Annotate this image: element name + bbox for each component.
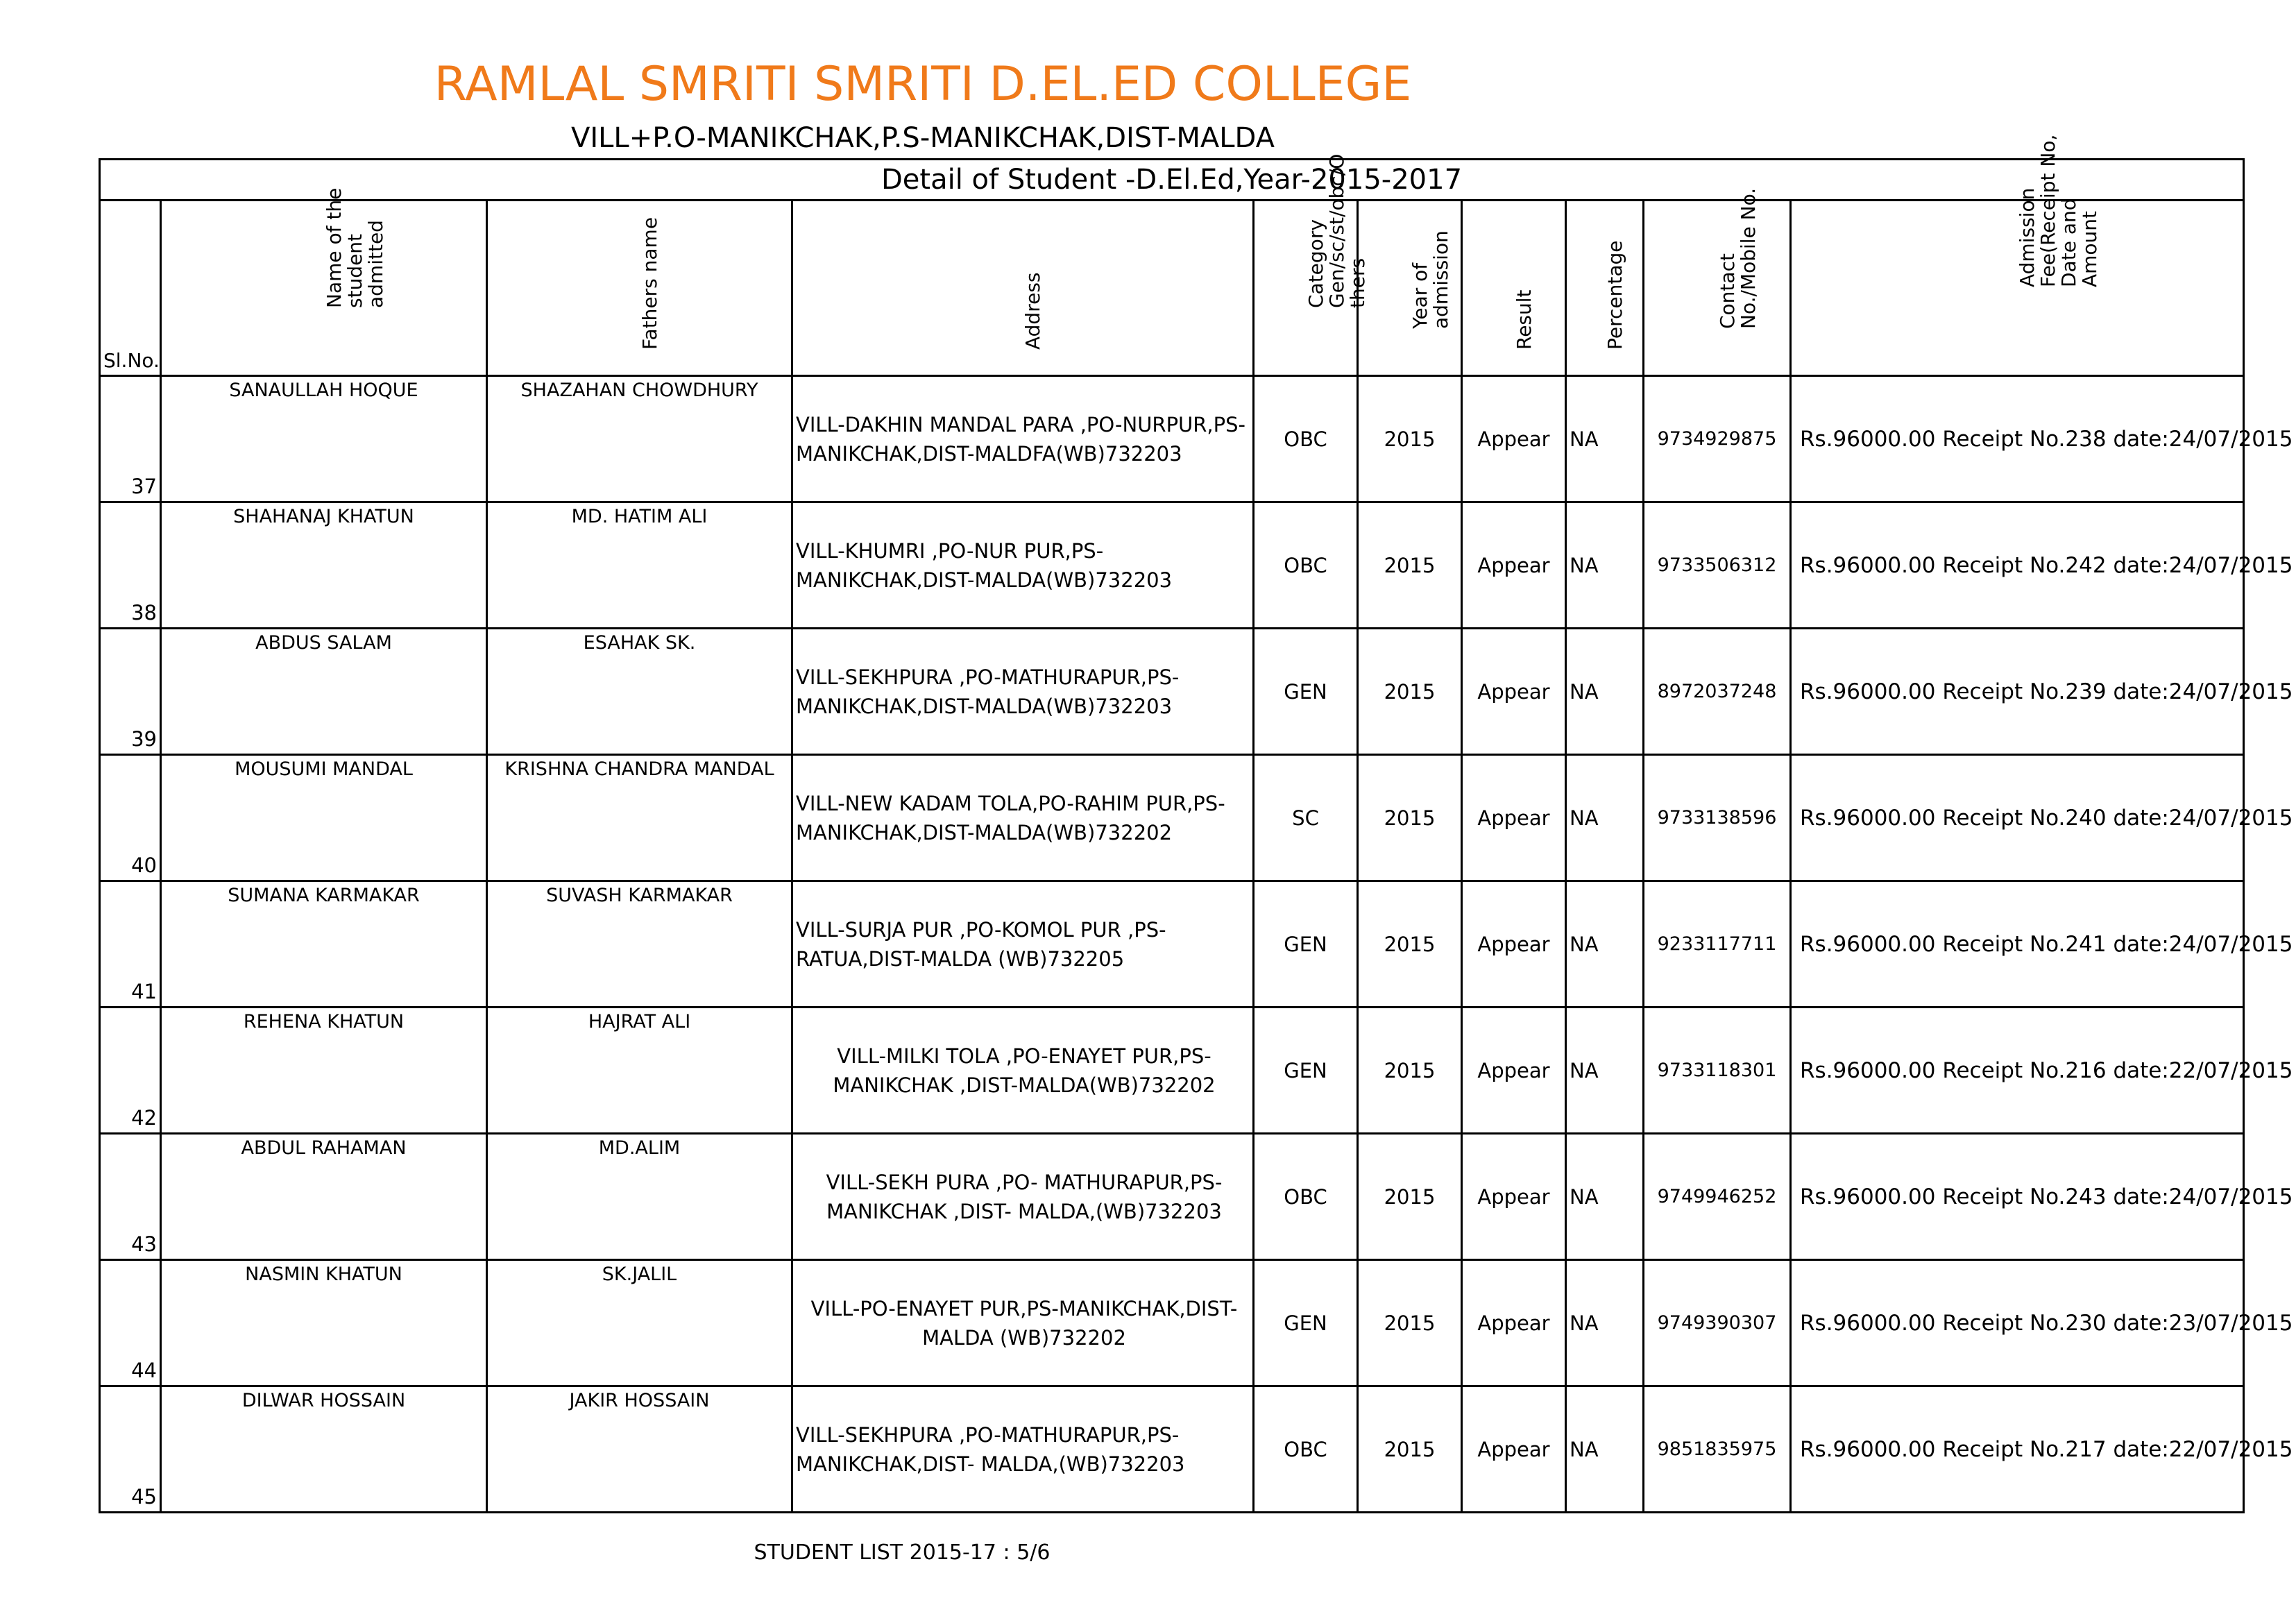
column-header-name: [161, 187, 487, 376]
category-cell: GEN: [1254, 881, 1358, 1008]
student-name-cell: MOUSUMI MANDAL: [161, 755, 487, 881]
address-line: VILL-KHUMRI ,PO-NUR PUR,PS-: [796, 538, 1104, 563]
student-name-cell: NASMIN KHATUN: [161, 1260, 487, 1386]
address-line: VILL-SURJA PUR ,PO-KOMOL PUR ,PS-: [796, 917, 1166, 942]
result-cell: Appear: [1462, 376, 1566, 502]
percentage-cell: NA: [1566, 1134, 1644, 1260]
column-header-result: [1462, 201, 1566, 376]
category-cell: GEN: [1254, 1260, 1358, 1386]
column-header-father: [487, 201, 792, 376]
fee-cell: Rs.96000.00 Receipt No.240 date:24/07/2015: [1791, 755, 2244, 881]
column-header-label-name: [324, 142, 386, 308]
column-header-category: [1254, 153, 1369, 376]
header-row: [100, 201, 2244, 376]
column-header-line: Year of admission: [1408, 230, 1452, 329]
father-name-cell: JAKIR HOSSAIN: [487, 1386, 792, 1513]
address-line: VILL-MILKI TOLA ,PO-ENAYET PUR,PS-: [837, 1044, 1211, 1068]
father-name-cell: ESAHAK SK.: [487, 629, 792, 755]
table-caption: Detail of Student -D.El.Ed,Year-2015-2017: [100, 160, 2244, 201]
father-name-cell: SHAZAHAN CHOWDHURY: [487, 376, 792, 502]
serial-number-cell: 42: [100, 1008, 161, 1134]
year-cell: 2015: [1358, 1008, 1462, 1134]
category-cell: OBC: [1254, 502, 1358, 629]
serial-number-cell: 41: [100, 881, 161, 1008]
category-cell: OBC: [1254, 1134, 1358, 1260]
address-cell: [792, 1134, 1254, 1260]
result-cell: Appear: [1462, 629, 1566, 755]
column-header-contact: [1644, 187, 1791, 376]
address-line: MANIKCHAK,DIST-MALDA(WB)732203: [796, 568, 1173, 592]
address-line: VILL-DAKHIN MANDAL PARA ,PO-NURPUR,PS-: [796, 412, 1246, 436]
column-header-percentage: [1566, 201, 1644, 376]
percentage-cell: NA: [1566, 1386, 1644, 1513]
father-name-cell: KRISHNA CHANDRA MANDAL: [487, 755, 792, 881]
percentage-cell: NA: [1566, 376, 1644, 502]
result-cell: Appear: [1462, 881, 1566, 1008]
column-header-line: Result: [1512, 289, 1536, 350]
address-line: RATUA,DIST-MALDA (WB)732205: [796, 946, 1125, 971]
college-address: VILL+P.O-MANIKCHAK,P.S-MANIKCHAK,DIST-MALDA: [570, 122, 1275, 154]
category-cell: SC: [1254, 755, 1358, 881]
serial-number-cell: 44: [100, 1260, 161, 1386]
column-header-label-address: [1023, 183, 1044, 350]
table-row: [100, 629, 2244, 755]
table-row: [100, 376, 2244, 502]
fee-cell: Rs.96000.00 Receipt No.242 date:24/07/2015: [1791, 502, 2244, 629]
column-header-label-contact: [1717, 162, 1759, 329]
result-cell: Appear: [1462, 502, 1566, 629]
serial-number-cell: 38: [100, 502, 161, 629]
table-row: [100, 1386, 2244, 1513]
column-header-line: thers: [1345, 257, 1369, 308]
column-header-line: Date and Amount: [2057, 198, 2101, 287]
fee-cell: Rs.96000.00 Receipt No.238 date:24/07/2015: [1791, 376, 2244, 502]
serial-number-cell: 45: [100, 1386, 161, 1513]
result-cell: Appear: [1462, 1134, 1566, 1260]
address-cell: [792, 1386, 1254, 1513]
category-cell: GEN: [1254, 629, 1358, 755]
page-footer: STUDENT LIST 2015-17 : 5/6: [754, 1540, 1051, 1565]
contact-cell: 8972037248: [1644, 629, 1791, 755]
column-header-label-percentage: [1605, 183, 1626, 350]
serial-number-cell: 39: [100, 629, 161, 755]
address-line: MALDA (WB)732202: [922, 1325, 1126, 1350]
student-name-cell: SUMANA KARMAKAR: [161, 881, 487, 1008]
year-cell: 2015: [1358, 376, 1462, 502]
percentage-cell: NA: [1566, 755, 1644, 881]
contact-cell: 9734929875: [1644, 376, 1791, 502]
student-name-cell: DILWAR HOSSAIN: [161, 1386, 487, 1513]
address-cell: [792, 502, 1254, 629]
year-cell: 2015: [1358, 1386, 1462, 1513]
father-name-cell: SUVASH KARMAKAR: [487, 881, 792, 1008]
result-cell: Appear: [1462, 1260, 1566, 1386]
student-name-cell: SHAHANAJ KHATUN: [161, 502, 487, 629]
table-row: [100, 1008, 2244, 1134]
serial-number-cell: 43: [100, 1134, 161, 1260]
fee-cell: Rs.96000.00 Receipt No.243 date:24/07/2015: [1791, 1134, 2244, 1260]
column-header-line: Percentage: [1603, 240, 1626, 350]
student-name-cell: REHENA KHATUN: [161, 1008, 487, 1134]
category-cell: OBC: [1254, 376, 1358, 502]
year-cell: 2015: [1358, 881, 1462, 1008]
address-line: VILL-SEKH PURA ,PO- MATHURAPUR,PS-: [826, 1170, 1223, 1194]
column-header-line: Category: [1304, 219, 1327, 308]
contact-cell: 9733506312: [1644, 502, 1791, 629]
category-cell: OBC: [1254, 1386, 1358, 1513]
fee-cell: Rs.96000.00 Receipt No.216 date:22/07/2015: [1791, 1008, 2244, 1134]
contact-cell: 9733118301: [1644, 1008, 1791, 1134]
address-line: VILL-NEW KADAM TOLA,PO-RAHIM PUR,PS-: [796, 791, 1225, 815]
serial-number-cell: 37: [100, 376, 161, 502]
column-header-line: Address: [1021, 272, 1044, 350]
student-name-cell: ABDUS SALAM: [161, 629, 487, 755]
column-header-year: [1358, 201, 1462, 376]
address-cell: [792, 881, 1254, 1008]
contact-cell: 9733138596: [1644, 755, 1791, 881]
percentage-cell: NA: [1566, 881, 1644, 1008]
address-line: VILL-SEKHPURA ,PO-MATHURAPUR,PS-: [796, 665, 1180, 689]
address-line: MANIKCHAK,DIST- MALDA,(WB)732203: [796, 1452, 1185, 1476]
year-cell: 2015: [1358, 1134, 1462, 1260]
address-line: MANIKCHAK,DIST-MALDFA(WB)732203: [796, 441, 1182, 466]
father-name-cell: SK.JALIL: [487, 1260, 792, 1386]
father-name-cell: MD.ALIM: [487, 1134, 792, 1260]
address-line: MANIKCHAK ,DIST- MALDA,(WB)732203: [826, 1199, 1222, 1223]
column-header-line: Gen/sc/st/obc/O: [1325, 153, 1348, 308]
year-cell: 2015: [1358, 755, 1462, 881]
address-line: VILL-PO-ENAYET PUR,PS-MANIKCHAK,DIST-: [810, 1296, 1238, 1320]
address-cell: [792, 376, 1254, 502]
percentage-cell: NA: [1566, 502, 1644, 629]
year-cell: 2015: [1358, 502, 1462, 629]
fee-cell: Rs.96000.00 Receipt No.230 date:23/07/2015: [1791, 1260, 2244, 1386]
column-header-address: [792, 201, 1254, 376]
address-cell: [792, 1008, 1254, 1134]
student-name-cell: SANAULLAH HOQUE: [161, 376, 487, 502]
student-name-cell: ABDUL RAHAMAN: [161, 1134, 487, 1260]
contact-cell: 9233117711: [1644, 881, 1791, 1008]
column-header-line: Fee(Receipt No,: [2036, 134, 2059, 287]
column-header-line: Contact: [1715, 253, 1739, 329]
column-header-slno: Sl.No.: [100, 201, 161, 376]
address-line: MANIKCHAK,DIST-MALDA(WB)732202: [796, 820, 1173, 844]
category-cell: GEN: [1254, 1008, 1358, 1134]
address-cell: [792, 629, 1254, 755]
percentage-cell: NA: [1566, 1008, 1644, 1134]
address-line: VILL-SEKHPURA ,PO-MATHURAPUR,PS-: [796, 1422, 1180, 1447]
address-line: MANIKCHAK,DIST-MALDA(WB)732203: [796, 694, 1173, 718]
table-row: [100, 881, 2244, 1008]
column-header-line: student admitted: [343, 220, 387, 308]
table-row: [100, 1134, 2244, 1260]
column-header-label-result: [1514, 183, 1535, 350]
contact-cell: 9749390307: [1644, 1260, 1791, 1386]
percentage-cell: NA: [1566, 629, 1644, 755]
table-row: [100, 1260, 2244, 1386]
year-cell: 2015: [1358, 629, 1462, 755]
table-row: [100, 502, 2244, 629]
college-title: RAMLAL SMRITI SMRITI D.EL.ED COLLEGE: [434, 57, 1412, 112]
percentage-cell: NA: [1566, 1260, 1644, 1386]
table-row: [100, 755, 2244, 881]
column-header-label-father: [640, 183, 661, 350]
result-cell: Appear: [1462, 755, 1566, 881]
contact-cell: 9749946252: [1644, 1134, 1791, 1260]
column-header-line: Name of the: [322, 187, 346, 308]
column-header-label-year: [1410, 162, 1452, 329]
column-header-label-fee: [2017, 121, 2100, 287]
father-name-cell: MD. HATIM ALI: [487, 502, 792, 629]
column-header-line: No./Mobile No.: [1736, 187, 1760, 329]
result-cell: Appear: [1462, 1386, 1566, 1513]
year-cell: 2015: [1358, 1260, 1462, 1386]
result-cell: Appear: [1462, 1008, 1566, 1134]
address-cell: [792, 1260, 1254, 1386]
contact-cell: 9851835975: [1644, 1386, 1791, 1513]
father-name-cell: HAJRAT ALI: [487, 1008, 792, 1134]
column-header-line: Fathers name: [638, 216, 661, 350]
address-line: MANIKCHAK ,DIST-MALDA(WB)732202: [833, 1073, 1216, 1097]
column-header-fee: [1791, 134, 2244, 376]
column-header-line: Admission: [2016, 187, 2039, 287]
fee-cell: Rs.96000.00 Receipt No.241 date:24/07/2015: [1791, 881, 2244, 1008]
fee-cell: Rs.96000.00 Receipt No.217 date:22/07/2015: [1791, 1386, 2244, 1513]
serial-number-cell: 40: [100, 755, 161, 881]
address-cell: [792, 755, 1254, 881]
fee-cell: Rs.96000.00 Receipt No.239 date:24/07/2015: [1791, 629, 2244, 755]
